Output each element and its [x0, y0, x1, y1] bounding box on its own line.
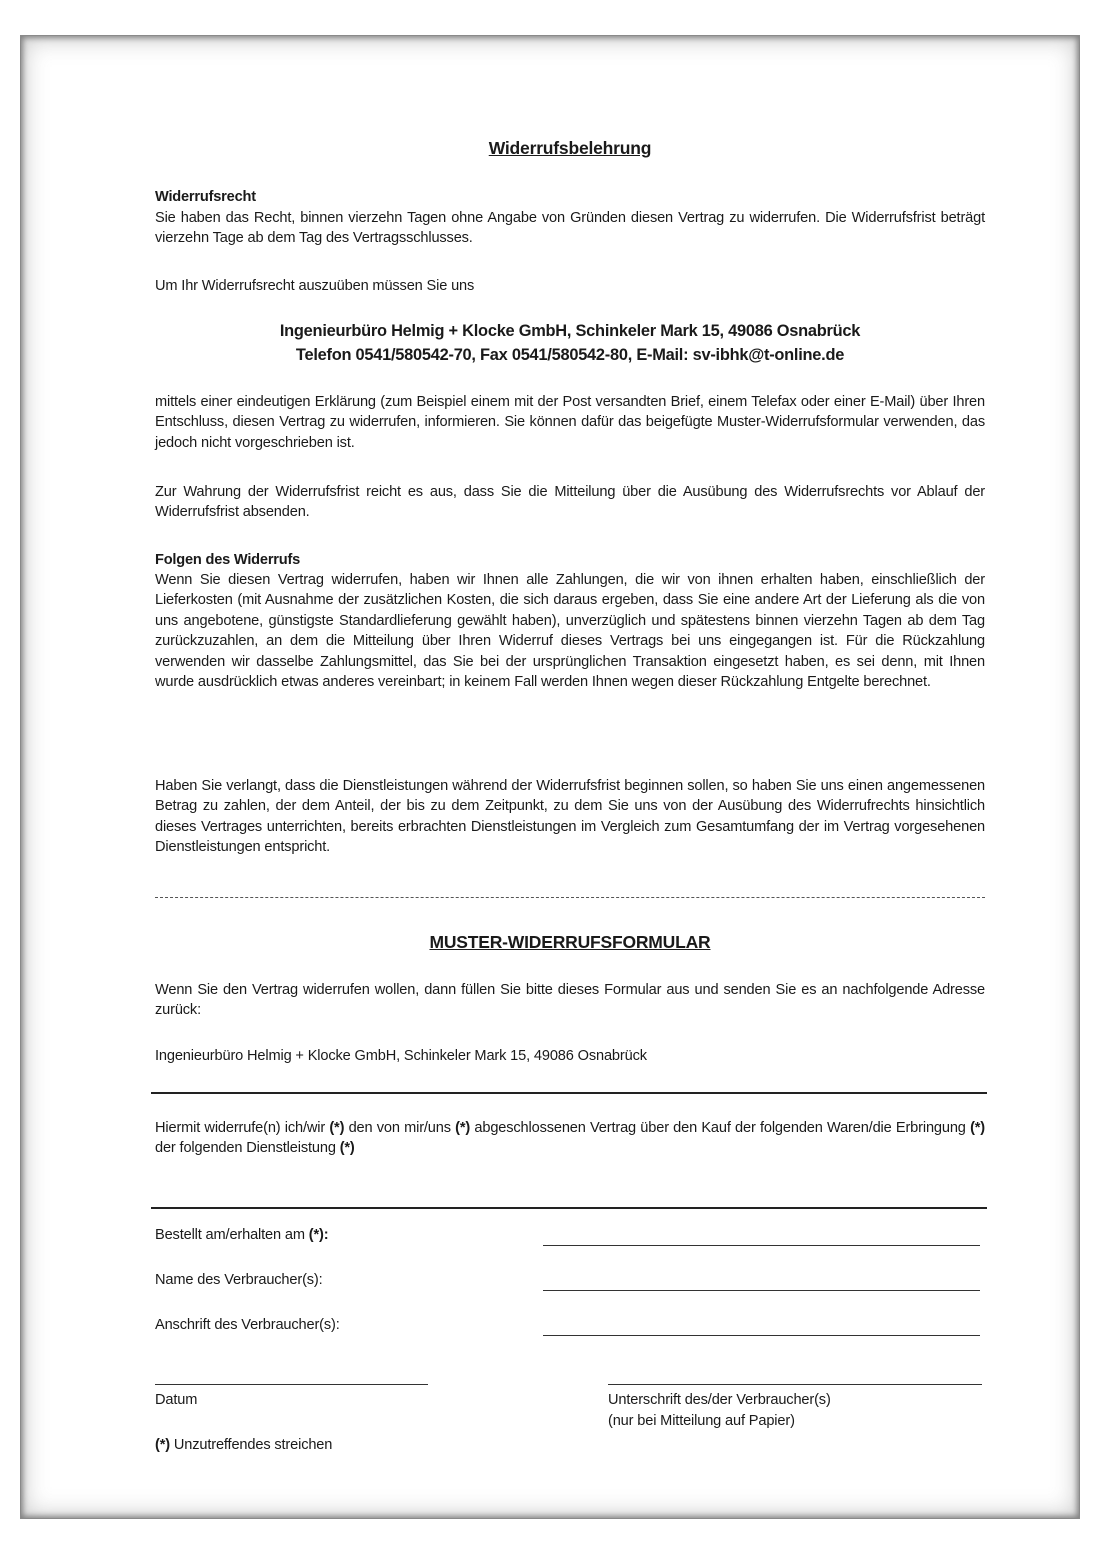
paragraph-services: Haben Sie verlangt, dass die Dienstleistungen während der Widerrufsfrist beginnen sollen, so haben Sie uns einen angemessenen Betrag zu zahlen, der dem Anteil, der bis zu dem Zeitpunkt, zu dem Sie uns von der Ausübung des Widerrufrechts hinsichtlich dieses Vertrages unterrichten, bereits erbrachten Dienstleistungen im Vergleich zum Gesamtumfang der im Vertrag vorgesehenen Dienstleistungen entspricht. [155, 778, 985, 856]
field-label: Bestellt am/erhalten am (*): [155, 1227, 329, 1243]
signature-label: Unterschrift des/der Verbraucher(s) [608, 1392, 831, 1408]
footnote-text: Unzutreffendes streichen [169, 1437, 333, 1453]
goods-services-entry-line[interactable] [151, 1207, 987, 1209]
company-contact: Telefon 0541/580542-70, Fax 0541/580542-80, E-Mail: sv-ibhk@t-online.de [295, 346, 845, 364]
form-field-consumer-address [155, 1315, 985, 1337]
consumer-address-input-line[interactable] [543, 1335, 980, 1336]
document-page [20, 35, 1080, 1519]
form-field-consumer-name [155, 1270, 985, 1292]
strike-marker: (*) [329, 1120, 345, 1136]
statement-text: abgeschlossenen Vertrag über den Kauf der folgenden Waren/die Erbringung [470, 1120, 971, 1136]
paragraph-exercise-intro: Um Ihr Widerrufsrecht auszuüben müssen Sie uns [155, 278, 475, 294]
section-heading-folgen: Folgen des Widerrufs [155, 552, 301, 568]
strike-marker: (*) [970, 1120, 986, 1136]
ordered-received-input-line[interactable] [543, 1245, 980, 1246]
form-intro: Wenn Sie den Vertrag widerrufen wollen, dann füllen Sie bitte dieses Formular aus und senden Sie es an nachfolgende Adresse zurück: [155, 982, 985, 1019]
consumer-name-input-line[interactable] [543, 1290, 980, 1291]
strike-marker: (*) [155, 1437, 170, 1453]
section-heading-widerrufsrecht: Widerrufsrecht [155, 189, 256, 205]
statement-text: Hiermit widerrufe(n) ich/wir [155, 1120, 330, 1136]
form-address: Ingenieurbüro Helmig + Klocke GmbH, Schinkeler Mark 15, 49086 Osnabrück [155, 1048, 647, 1064]
strike-marker: (*) [339, 1140, 355, 1157]
form-title: MUSTER-WIDERRUFSFORMULAR [429, 932, 711, 952]
signature-note: (nur bei Mitteilung auf Papier) [608, 1413, 795, 1429]
form-statement [155, 1118, 985, 1159]
paragraph-deadline: Zur Wahrung der Widerrufsfrist reicht es aus, dass Sie die Mitteilung über die Ausübung des Widerrufsrechts vor Ablauf der Widerrufsfrist absenden. [155, 484, 985, 521]
paragraph-consequences: Wenn Sie diesen Vertrag widerrufen, haben wir Ihnen alle Zahlungen, die wir von ihnen erhalten haben, einschließlich der Lieferkosten (mit Ausnahme der zusätzlichen Kosten, die sich daraus ergeben, dass Sie eine andere Art der Lieferung als die von uns angebotene, günstigste Standardlieferung gewählt haben), unverzüglich und spätestens binnen vierzehn Tagen ab dem Tag zurückzuzahlen, an dem die Mitteilung über Ihren Widerruf dieses Vertrags bei uns eingegangen ist. Für die Rückzahlung verwenden wir dasselbe Zahlungsmittel, das Sie bei der ursprünglichen Transaktion eingesetzt haben, es sei denn, mit Ihnen wurde ausdrücklich etwas anderes vereinbart; in keinem Fall werden Ihnen wegen dieser Rückzahlung Entgelte berechnet. [155, 572, 985, 691]
form-rule-top [151, 1092, 987, 1094]
company-address: Ingenieurbüro Helmig + Klocke GmbH, Schinkeler Mark 15, 49086 Osnabrück [279, 322, 861, 340]
footnote [155, 1435, 332, 1455]
date-label: Datum [155, 1392, 198, 1408]
form-field-ordered-received [155, 1225, 985, 1247]
dashed-separator [155, 897, 985, 898]
paragraph-declaration-method: mittels einer eindeutigen Erklärung (zum Beispiel einem mit der Post versandten Brief, einem Telefax oder einer E-Mail) über Ihren Entschluss, diesen Vertrag zu widerrufen, informieren. Sie können dafür das beigefügte Muster-Widerrufsformular verwenden, das jedoch nicht vorgeschrieben ist. [155, 394, 985, 451]
strike-marker: (*) [455, 1120, 471, 1136]
statement-text: der folgenden Dienstleistung [155, 1140, 340, 1157]
field-label: Anschrift des Verbraucher(s): [155, 1317, 340, 1333]
document-title: Widerrufsbelehrung [488, 138, 652, 158]
date-input-line[interactable] [155, 1384, 428, 1385]
paragraph-right-of-withdrawal: Sie haben das Recht, binnen vierzehn Tagen ohne Angabe von Gründen diesen Vertrag zu widerrufen. Die Widerrufsfrist beträgt vierzehn Tage ab dem Tag des Vertragsschlusses. [155, 210, 985, 247]
statement-text: den von mir/uns [344, 1120, 456, 1136]
field-label: Name des Verbraucher(s): [155, 1272, 323, 1288]
signature-input-line[interactable] [608, 1384, 982, 1385]
